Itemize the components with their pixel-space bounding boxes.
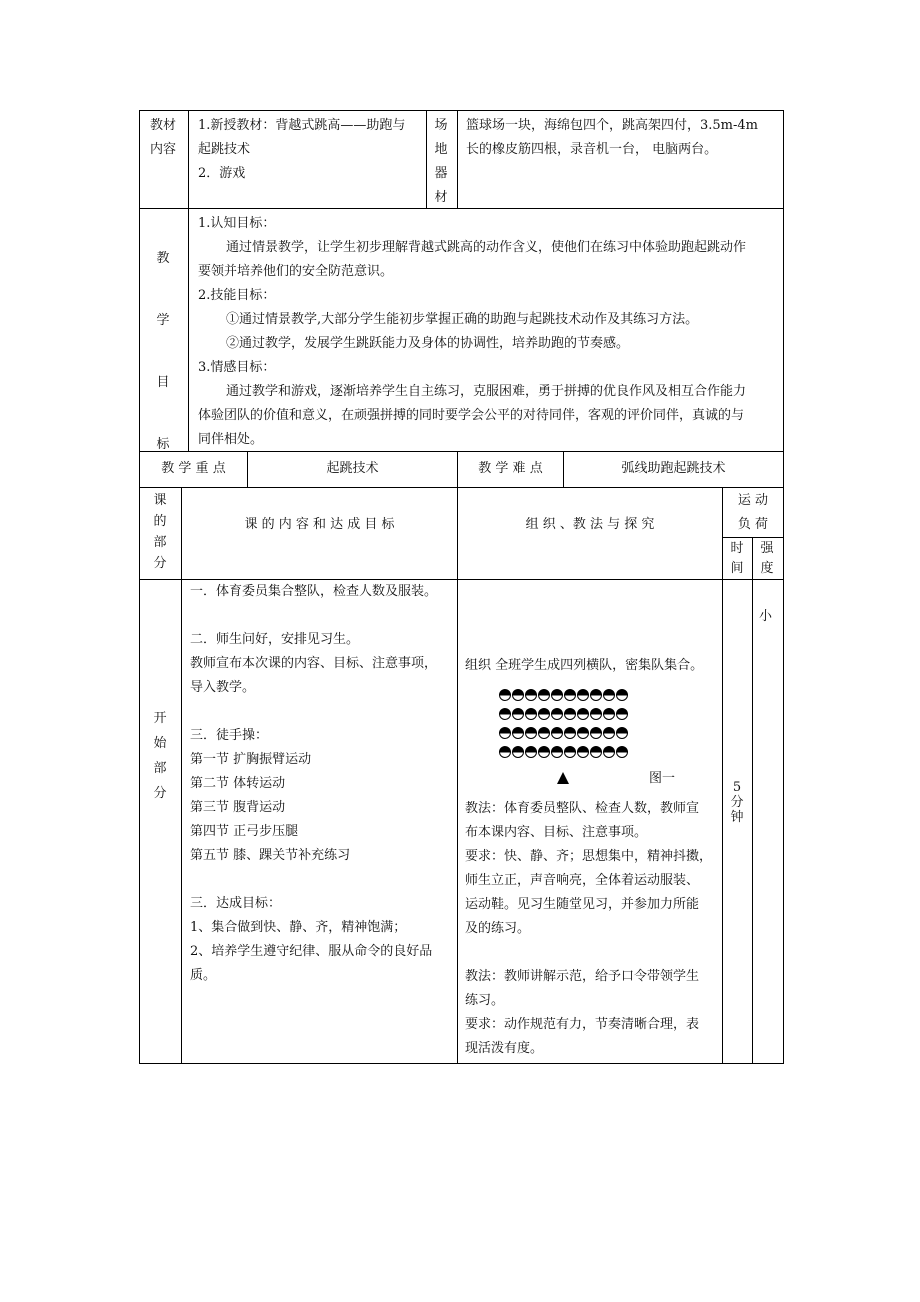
student-icon — [525, 746, 537, 758]
part-label: 课 的 部 分 — [153, 493, 167, 571]
key-point-value: 起跳技术 — [326, 461, 379, 476]
student-icon — [551, 708, 563, 720]
col-divider — [752, 537, 753, 1064]
student-icon — [616, 727, 628, 739]
student-icon — [499, 727, 511, 739]
formation-row — [499, 705, 629, 719]
student-icon — [564, 689, 576, 701]
student-icon — [603, 689, 615, 701]
student-icon — [616, 746, 628, 758]
student-icon — [564, 708, 576, 720]
formation-row — [499, 686, 629, 700]
table-border-right — [783, 110, 784, 1064]
table-border-left — [139, 110, 140, 1064]
figure-caption: 图一 — [649, 771, 676, 786]
col-divider — [181, 487, 182, 1064]
row-divider — [139, 487, 784, 488]
student-icon — [512, 708, 524, 720]
time-header: 时 间 — [730, 541, 744, 576]
student-icon — [512, 689, 524, 701]
difficulty-value: 弧线助跑起跳技术 — [621, 461, 726, 476]
student-icon — [525, 708, 537, 720]
load-header: 运 动 负 荷 — [737, 493, 769, 532]
student-icon — [590, 708, 602, 720]
table-border-top — [139, 110, 784, 111]
student-icon — [590, 746, 602, 758]
student-icon — [590, 689, 602, 701]
col-divider — [457, 110, 458, 208]
student-icon — [538, 727, 550, 739]
student-icon — [577, 708, 589, 720]
method-content: 教法：体育委员整队、检查人数，教师宣 布本课内容、目标、注意事项。 要求：快、静、齐；思想集中，精神抖擞， 师生立正，声音响亮，全体着运动服装、 运动鞋。见习生随堂见习，并参加力所能 及的练习。 教法：教师讲解示范，给予口令带领学生 练习。 要求：动作规范有力，节奏清晰合理，表 现活泼有度。 — [465, 801, 713, 1056]
formation-row — [499, 724, 629, 738]
student-icon — [551, 689, 563, 701]
student-icon — [577, 689, 589, 701]
method-header: 组 织 、教 法 与 探 究 — [525, 517, 655, 532]
table-border-bottom — [139, 1063, 784, 1064]
organization-text: 组织 全班学生成四列横队，密集队集合。 — [465, 658, 704, 673]
student-icon — [551, 746, 563, 758]
intensity-value: 小 — [759, 609, 773, 624]
student-icon — [616, 689, 628, 701]
student-icon — [577, 727, 589, 739]
equipment-label: 场 地 器 材 — [434, 118, 448, 205]
student-icon — [577, 746, 589, 758]
start-content: 一．体育委员集合整队，检查人数及服装。 二．师生问好，安排见习生。 教师宣布本次课的内容、目标、注意事项， 导入教学。 三．徒手操： 第一节 扩胸振臂运动 第二节 体转运动 第三节 腹背运动 第四节 正弓步压腿 第五节 膝、踝关节补充练习 三．达成目标： 1、集合做到快、静、齐，精神饱满； 2、培养学生遵守纪律、服从命令的良好品 质。 — [190, 584, 438, 983]
load-divider — [722, 537, 784, 538]
student-icon — [499, 708, 511, 720]
student-icon — [564, 727, 576, 739]
student-icon — [538, 708, 550, 720]
student-icon — [512, 746, 524, 758]
col-divider — [457, 487, 458, 1064]
student-icon — [512, 727, 524, 739]
difficulty-label: 教 学 难 点 — [478, 461, 543, 476]
col-divider — [722, 487, 723, 1064]
time-value: 5 分 钟 — [730, 780, 744, 825]
start-part-label: 开 始 部 分 — [153, 711, 167, 801]
student-icon — [603, 727, 615, 739]
materials-content: 1.新授教材：背越式跳高——助跑与 起跳技术 2．游戏 — [198, 118, 406, 181]
student-icon — [603, 708, 615, 720]
equipment-content: 篮球场一块，海绵包四个，跳高架四付，3.5m-4m 长的橡皮筋四根，录音机一台， 电脑两台。 — [466, 118, 758, 157]
teacher-triangle-icon — [557, 772, 569, 784]
row-divider — [139, 208, 784, 209]
goals-label: 教 学 目 标 — [156, 251, 170, 452]
goals-content: 1.认知目标： 通过情景教学，让学生初步理解背越式跳高的动作含义，使他们在练习中体验助跑起跳动作 要领并培养他们的安全防范意识。 2.技能目标： ①通过情景教学,大部分学生能初步掌握正确的助跑与起跳技术动作及其练习方法。 ②通过教学，发展学生跳跃能力及身体的协调性，培养助跑的节奏感。 3.情感目标： 通过教学和游戏，逐渐培养学生自主练习，克服困难，勇于拼搏的优良作风及相互合作能力 体验团队的价值和意义，在顽强拼搏的同时要学会公平的对待同伴，客观的评价同伴，真诚的与 同伴相处。 — [198, 216, 747, 447]
key-point-label: 教 学 重 点 — [161, 461, 226, 476]
student-icon — [499, 746, 511, 758]
col-divider — [426, 110, 427, 208]
student-icon — [603, 746, 615, 758]
student-icon — [538, 746, 550, 758]
student-icon — [538, 689, 550, 701]
student-icon — [616, 708, 628, 720]
student-icon — [564, 746, 576, 758]
student-icon — [590, 727, 602, 739]
content-header: 课 的 内 容 和 达 成 目 标 — [244, 517, 395, 532]
formation-row — [499, 743, 629, 757]
student-icon — [499, 689, 511, 701]
student-icon — [551, 727, 563, 739]
col-divider — [188, 110, 189, 452]
materials-label: 教材 内容 — [150, 118, 177, 157]
student-icon — [525, 689, 537, 701]
intensity-header: 强 度 — [760, 541, 774, 576]
student-icon — [525, 727, 537, 739]
